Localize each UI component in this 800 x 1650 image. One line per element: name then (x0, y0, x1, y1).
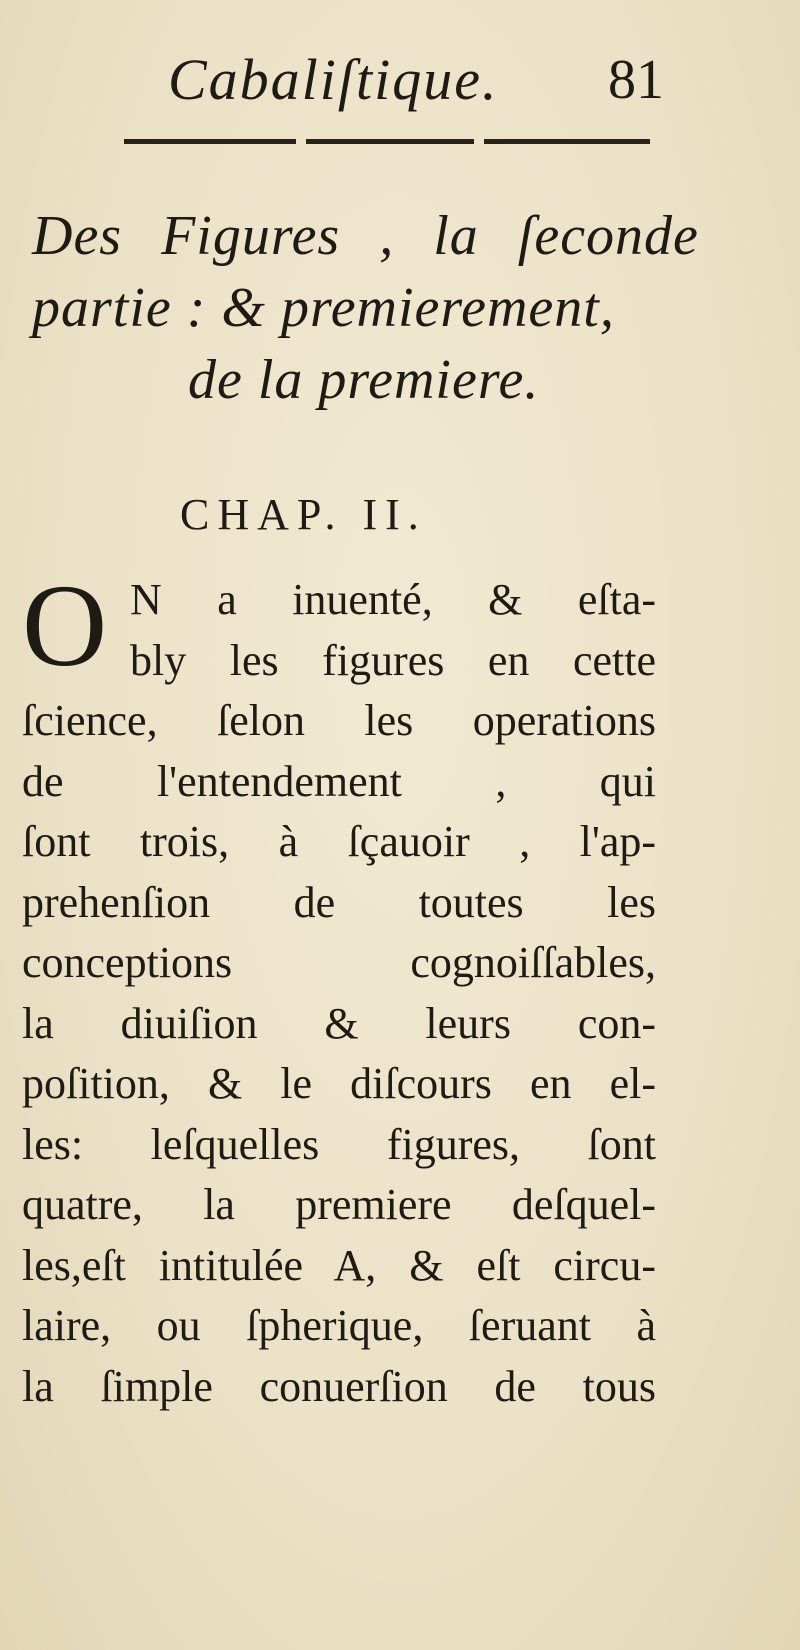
body-line: conceptions cognoiſſables, (22, 938, 656, 987)
body-line: la diuiſion & leurs con- (22, 998, 656, 1048)
body-line: ſont trois, à ſçauoir , l'ap- (22, 817, 656, 866)
body-line: quatre, la premiere deſquel- (22, 1180, 656, 1229)
section-heading-line: partie : & premierement, (32, 277, 615, 339)
running-title: Cabaliſtique. (168, 47, 499, 112)
chapter-heading: CHAP. II. (180, 490, 427, 539)
section-heading-line: Des Figures , la ſeconde (32, 205, 699, 267)
body-line: N a inuenté, & eſta- (130, 575, 656, 624)
body-line: poſition, & le diſcours en el- (22, 1059, 656, 1108)
body-line: prehenſion de toutes les (22, 877, 656, 927)
header-rule (124, 136, 650, 148)
body-line: laire, ou ſpherique, ſeruant à (22, 1301, 656, 1350)
section-heading-line: de la premiere. (188, 349, 540, 411)
body-line: bly les figures en cette (130, 635, 656, 685)
body-line: ſcience, ſelon les operations (22, 696, 656, 745)
running-head (0, 40, 800, 120)
body-line: de l'entendement , qui (22, 756, 656, 806)
body-text (22, 570, 656, 1417)
drop-cap: O (22, 560, 108, 691)
page-number: 81 (608, 49, 664, 111)
body-line: les,eſt intitulée A, & eſt circu- (22, 1240, 656, 1290)
body-line: la ſimple conuerſion de tous (22, 1361, 656, 1411)
body-line: les: leſquelles figures, ſont (22, 1119, 656, 1169)
section-heading (20, 200, 780, 416)
